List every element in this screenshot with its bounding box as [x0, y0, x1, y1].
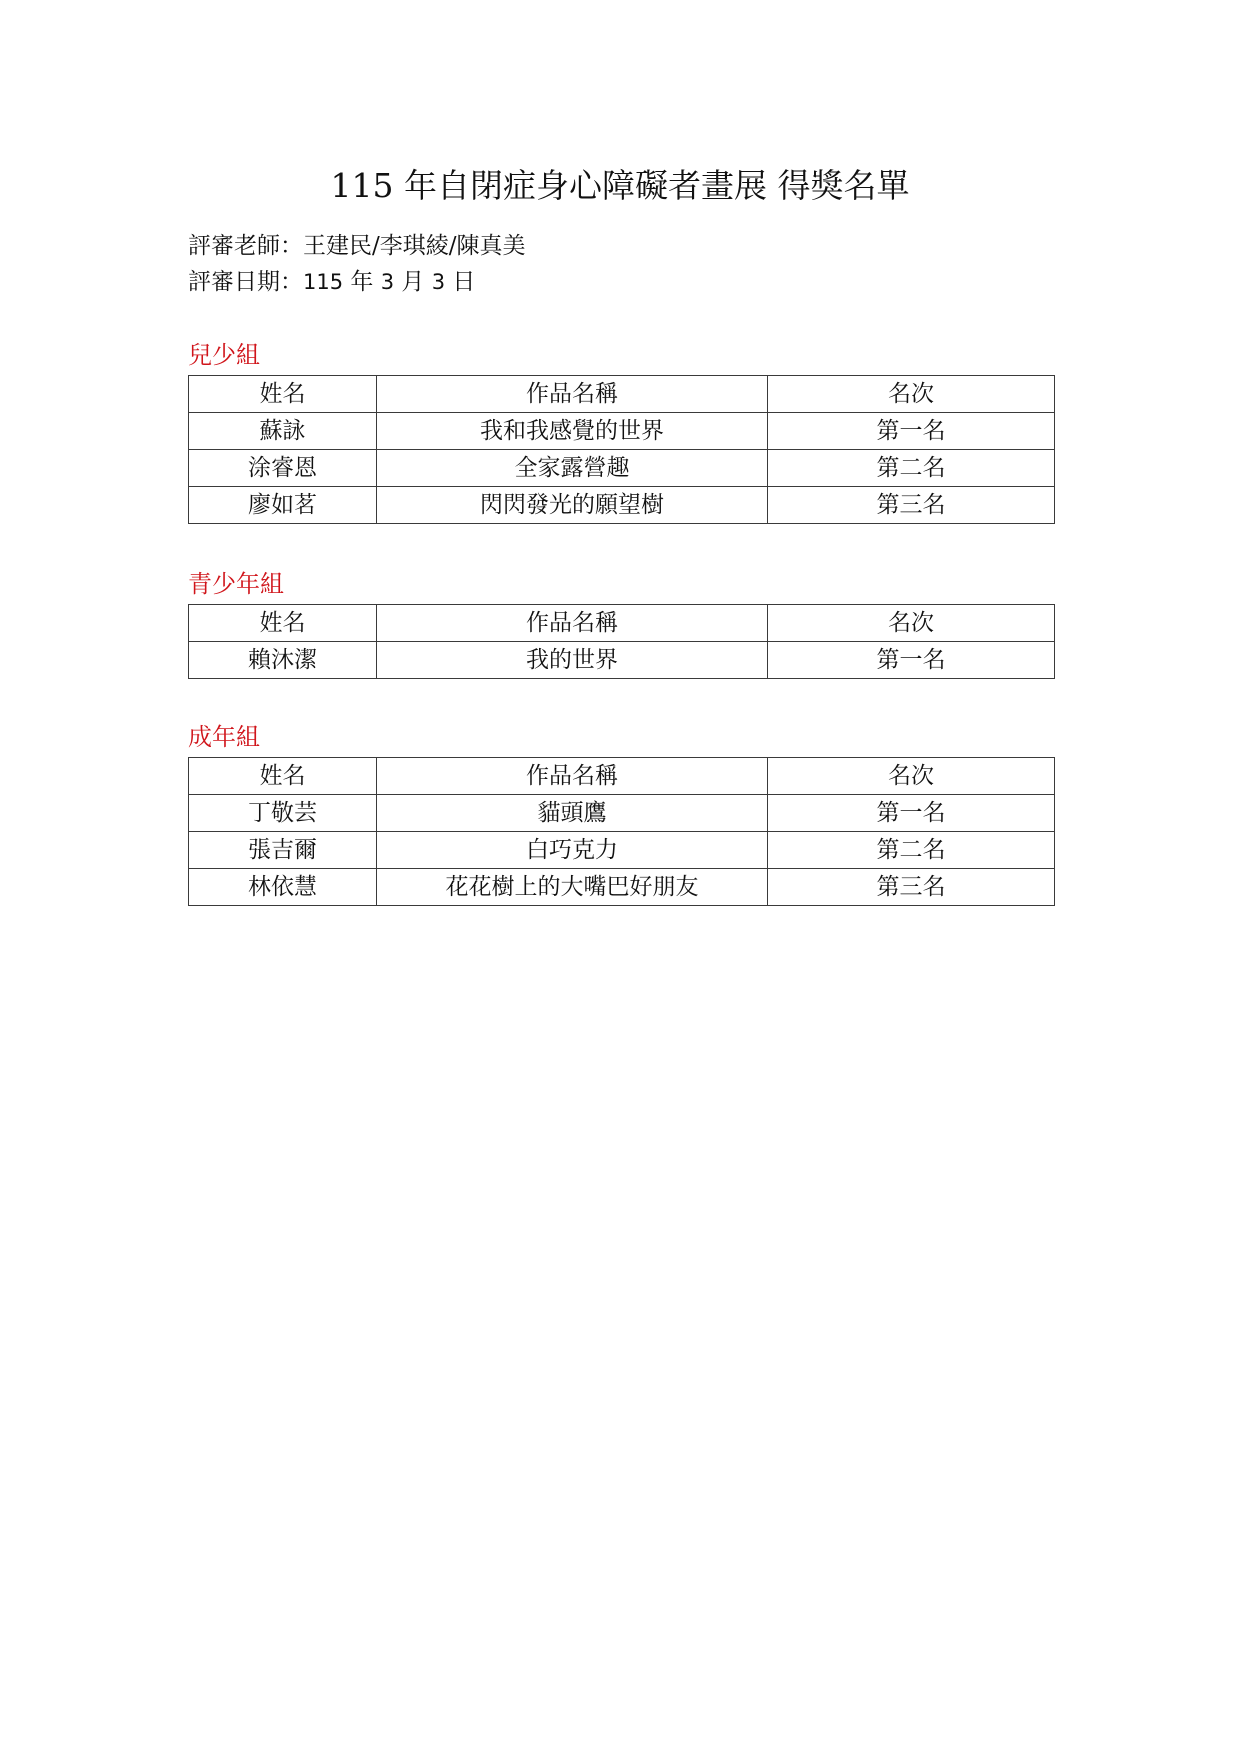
cell-name: 蘇詠: [189, 413, 377, 450]
judges-value: 王建民/李琪綾/陳真美: [303, 233, 526, 259]
header-rank: 名次: [768, 605, 1055, 642]
cell-rank: 第一名: [768, 795, 1055, 832]
table-row: [189, 413, 1055, 450]
results-table-adult: [188, 757, 1055, 906]
date-day-unit: 日: [445, 269, 476, 295]
header-work: 作品名稱: [377, 376, 768, 413]
cell-rank: 第三名: [768, 869, 1055, 906]
date-month: 3: [380, 270, 395, 294]
table-header-row: [189, 605, 1055, 642]
cell-work: 貓頭鷹: [377, 795, 768, 832]
cell-rank: 第二名: [768, 450, 1055, 487]
cell-name: 林依慧: [189, 869, 377, 906]
judges-line: [188, 230, 526, 262]
header-rank: 名次: [768, 758, 1055, 795]
table-row: [189, 795, 1055, 832]
cell-work: 白巧克力: [377, 832, 768, 869]
page-title: 115 年自閉症身心障礙者畫展 得獎名單: [330, 166, 910, 205]
table-row: [189, 832, 1055, 869]
cell-name: 張吉爾: [189, 832, 377, 869]
cell-rank: 第二名: [768, 832, 1055, 869]
header-work: 作品名稱: [377, 605, 768, 642]
header-work: 作品名稱: [377, 758, 768, 795]
table-row: [189, 869, 1055, 906]
results-table-youth: [188, 604, 1055, 679]
group-title-youth: 青少年組: [188, 570, 284, 598]
table-row: [189, 450, 1055, 487]
date-label: 評審日期：: [188, 269, 303, 295]
group-title-children: 兒少組: [188, 341, 260, 369]
cell-work: 我的世界: [377, 642, 768, 679]
cell-rank: 第三名: [768, 487, 1055, 524]
cell-name: 丁敬芸: [189, 795, 377, 832]
table-header-row: [189, 758, 1055, 795]
date-day: 3: [431, 270, 446, 294]
cell-work: 我和我感覺的世界: [377, 413, 768, 450]
header-name: 姓名: [189, 758, 377, 795]
date-month-unit: 月: [394, 269, 432, 295]
header-name: 姓名: [189, 376, 377, 413]
cell-rank: 第一名: [768, 642, 1055, 679]
cell-name: 賴沐潔: [189, 642, 377, 679]
results-table-children: [188, 375, 1055, 524]
cell-work: 花花樹上的大嘴巴好朋友: [377, 869, 768, 906]
cell-rank: 第一名: [768, 413, 1055, 450]
group-title-adult: 成年組: [188, 723, 260, 751]
cell-name: 廖如茗: [189, 487, 377, 524]
cell-work: 全家露營趣: [377, 450, 768, 487]
judges-label: 評審老師：: [188, 233, 303, 259]
date-year-unit: 年: [343, 269, 381, 295]
table-row: [189, 487, 1055, 524]
header-name: 姓名: [189, 605, 377, 642]
cell-name: 涂睿恩: [189, 450, 377, 487]
review-date-line: [188, 266, 475, 298]
header-rank: 名次: [768, 376, 1055, 413]
cell-work: 閃閃發光的願望樹: [377, 487, 768, 524]
date-year: 115: [303, 270, 344, 294]
table-row: [189, 642, 1055, 679]
table-header-row: [189, 376, 1055, 413]
